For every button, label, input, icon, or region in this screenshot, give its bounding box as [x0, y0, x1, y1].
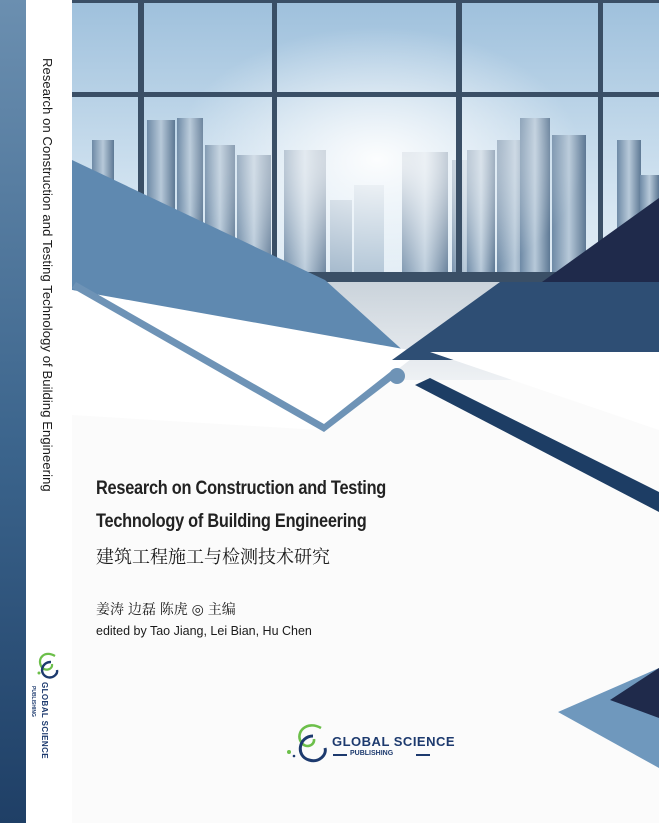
title-en-line2: Technology of Building Engineering	[96, 511, 367, 532]
publisher-dash-right	[416, 754, 430, 756]
spine-title: Research on Construction and Testing Technology of Building Engineering	[40, 58, 55, 492]
editors-en: edited by Tao Jiang, Lei Bian, Hu Chen	[96, 624, 312, 638]
chevron-dot	[389, 368, 405, 384]
publisher-name: GLOBAL SCIENCE	[332, 734, 456, 749]
authors-cn: 姜涛 边磊 陈虎 ◎ 主编	[96, 601, 236, 617]
publisher-sub: PUBLISHING	[350, 750, 394, 757]
dark-band	[392, 282, 659, 360]
title-cn: 建筑工程施工与检测技术研究	[96, 547, 330, 567]
title-en-line1: Research on Construction and Testing	[96, 478, 387, 499]
navy-corner	[542, 198, 659, 282]
spine-publisher-sub: PUBLISHING	[30, 686, 36, 717]
white-wedge	[430, 352, 659, 430]
publisher-dash-left	[333, 754, 347, 756]
spine-publisher-name: GLOBAL SCIENCE	[40, 682, 49, 760]
